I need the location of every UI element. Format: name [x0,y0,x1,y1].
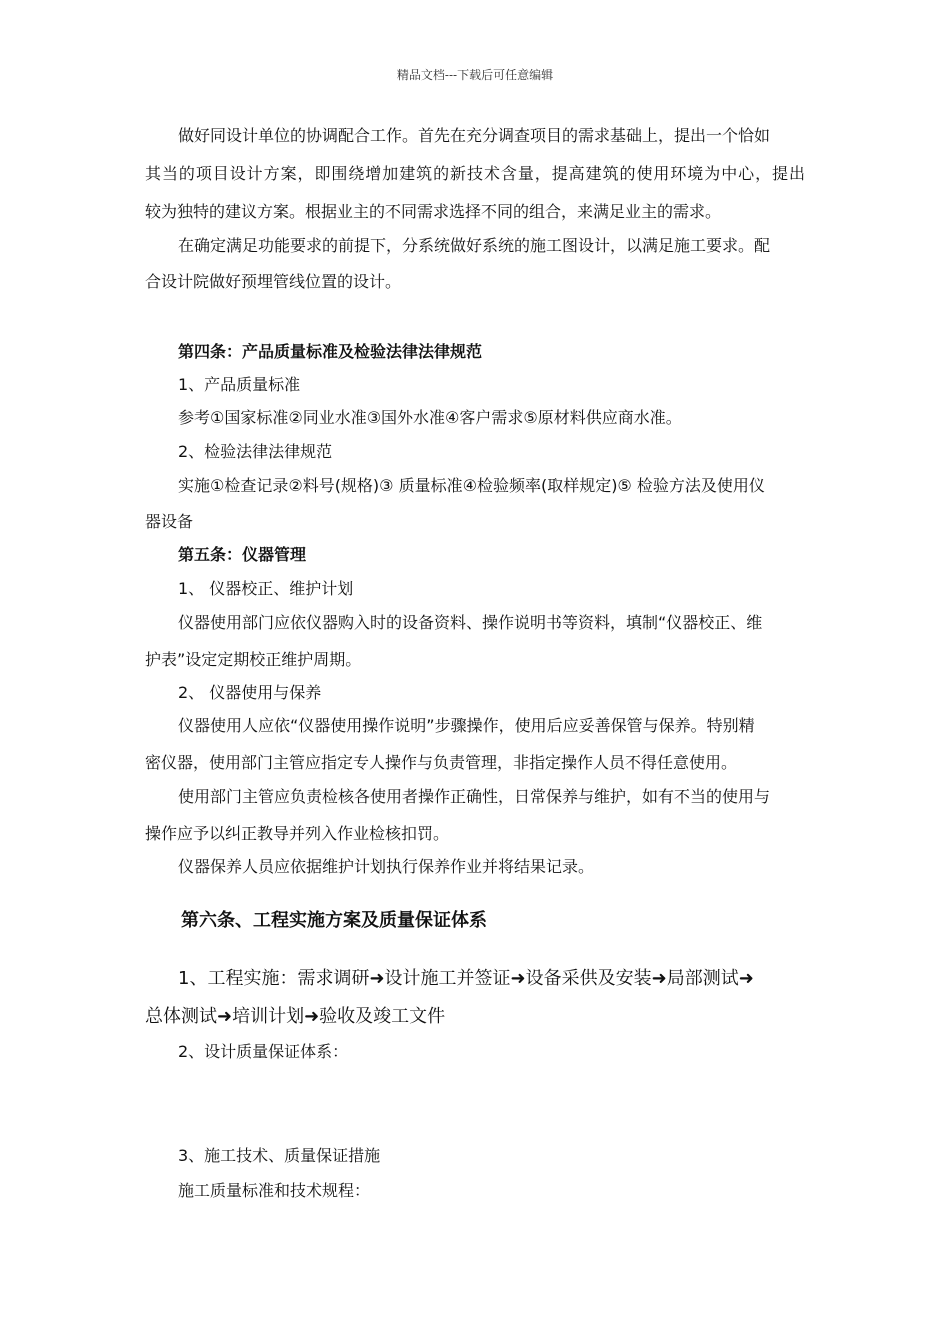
paragraph-line: 护表”设定定期校正维护周期。 [145,650,362,669]
section-heading: 2、 仪器使用与保养 [178,683,322,702]
paragraph-line: 做好同设计单位的协调配合工作。首先在充分调查项目的需求基础上，提出一个恰如 [178,126,771,145]
paragraph-line: 在确定满足功能要求的前提下，分系统做好系统的施工图设计，以满足施工要求。配 [178,236,771,255]
article-5-title: 第五条：仪器管理 [178,545,307,564]
paragraph-line: 仪器使用人应依“仪器使用操作说明”步骤操作，使用后应妥善保管与保养。特别精 [178,716,755,735]
article-4-title: 第四条：产品质量标准及检验法律法律规范 [178,342,483,361]
paragraph-line: 密仪器，使用部门主管应指定专人操作与负责管理，非指定操作人员不得任意使用。 [145,753,738,772]
section-heading: 2、设计质量保证体系： [178,1042,349,1061]
paragraph-line: 其当的项目设计方案，即围绕增加建筑的新技术含量，提高建筑的使用环境为中心，提出 [145,164,805,183]
section-heading: 2、检验法律法律规范 [178,442,333,461]
paragraph-line: 仪器保养人员应依据维护计划执行保养作业并将结果记录。 [178,857,595,876]
paragraph-line: 合设计院做好预埋管线位置的设计。 [145,272,402,291]
paragraph-line: 较为独特的建议方案。根据业主的不同需求选择不同的组合，来满足业主的需求。 [145,202,722,221]
paragraph-line: 1、工程实施：需求调研➜设计施工并签证➜设备采供及安装➜局部测试➜ [178,968,754,989]
section-heading: 1、产品质量标准 [178,375,301,394]
paragraph-line: 总体测试➜培训计划➜验收及竣工文件 [145,1006,446,1027]
paragraph-line: 使用部门主管应负责检核各使用者操作正确性，日常保养与维护，如有不当的使用与 [178,787,771,806]
paragraph-line: 施工质量标准和技术规程： [178,1181,371,1200]
page-header: 精品文档---下载后可任意编辑 [396,68,554,82]
paragraph-line: 参考①国家标准②同业水准③国外水准④客户需求⑤原材料供应商水准。 [178,408,682,427]
section-heading: 3、施工技术、质量保证措施 [178,1146,381,1165]
paragraph-line: 仪器使用部门应依仪器购入时的设备资料、操作说明书等资料，填制“仪器校正、维 [178,613,763,632]
section-heading: 1、 仪器校正、维护计划 [178,579,354,598]
paragraph-line: 操作应予以纠正教导并列入作业检核扣罚。 [145,824,450,843]
paragraph-line: 器设备 [145,512,194,531]
paragraph-line: 实施①检查记录②料号(规格)③ 质量标准④检验频率(取样规定)⑤ 检验方法及使用仪 [178,476,765,495]
article-6-title: 第六条、工程实施方案及质量保证体系 [181,910,487,931]
